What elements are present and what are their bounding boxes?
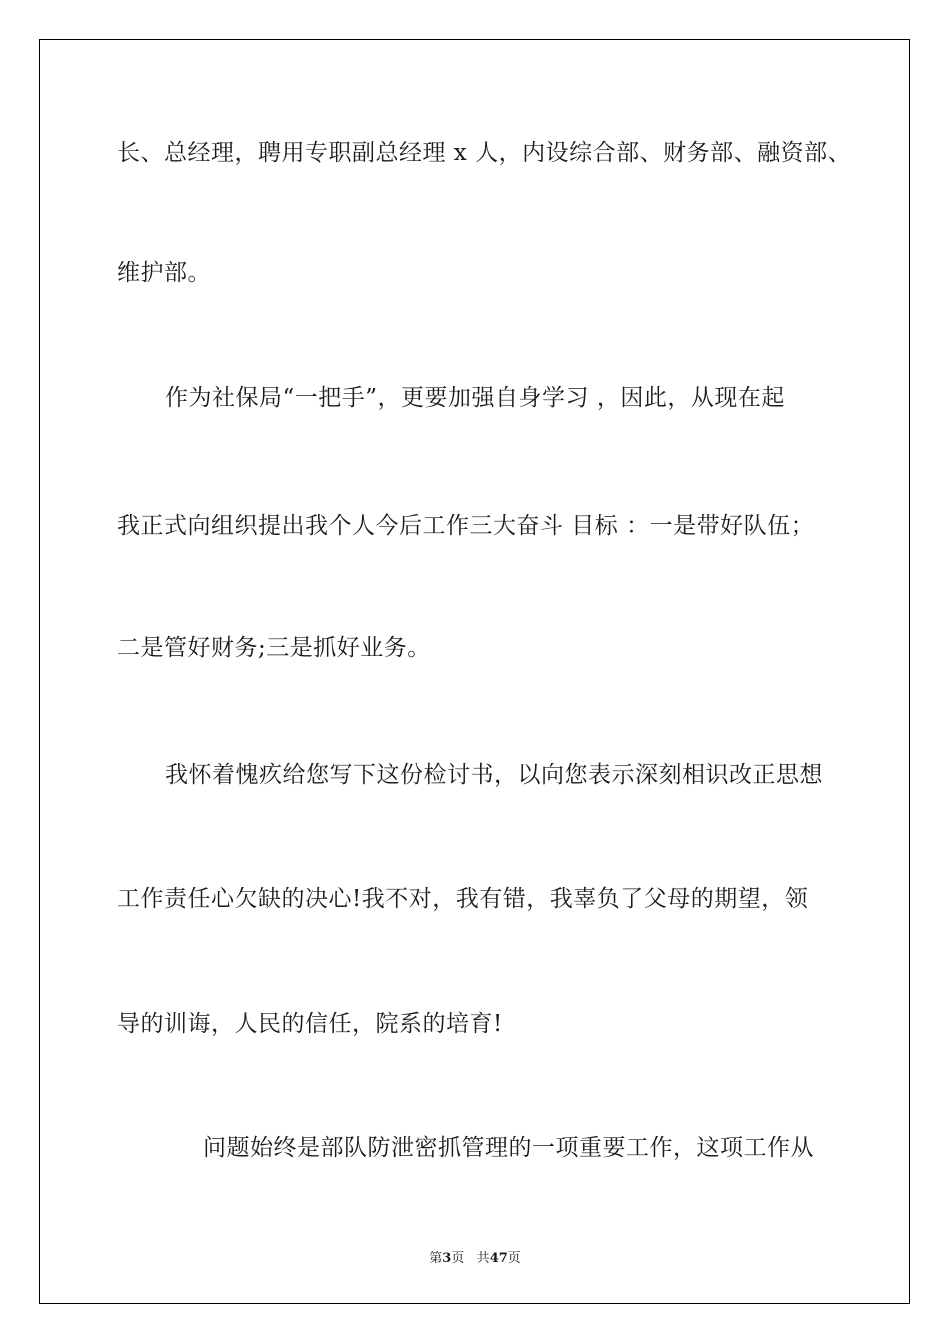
text-line-9: 问题始终是部队防泄密抓管理的一项重要工作，这项工作从 xyxy=(203,1135,814,1161)
text-line-1: 长、总经理，聘用专职副总经理 x 人，内设综合部、财务部、融资部、 xyxy=(117,140,852,166)
footer-page-suffix: 页 xyxy=(451,1251,465,1266)
text-line-2: 维护部。 xyxy=(117,260,211,286)
text-line-7: 工作责任心欠缺的决心!我不对，我有错，我辜负了父母的期望，领 xyxy=(117,886,809,912)
footer-total-pages: 47 xyxy=(489,1251,508,1266)
text-line-3: 作为社保局“一把手”，更要加强自身学习 ，因此，从现在起 xyxy=(165,385,785,411)
text-line-4: 我正式向组织提出我个人今后工作三大奋斗 目标 ：一是带好队伍； xyxy=(117,513,815,539)
text-line-5: 二是管好财务;三是抓好业务。 xyxy=(117,635,431,661)
page-footer xyxy=(0,1247,950,1266)
footer-page-prefix: 第 xyxy=(429,1251,443,1266)
footer-total-suffix: 页 xyxy=(507,1251,521,1266)
footer-page-number: 3 xyxy=(442,1251,452,1266)
footer-total-prefix: 共 xyxy=(476,1251,490,1266)
text-line-6: 我怀着愧疚给您写下这份检讨书，以向您表示深刻相识改正思想 xyxy=(165,762,823,788)
text-line-8: 导的训诲，人民的信任，院系的培育! xyxy=(117,1011,503,1037)
page-border xyxy=(39,39,910,1304)
